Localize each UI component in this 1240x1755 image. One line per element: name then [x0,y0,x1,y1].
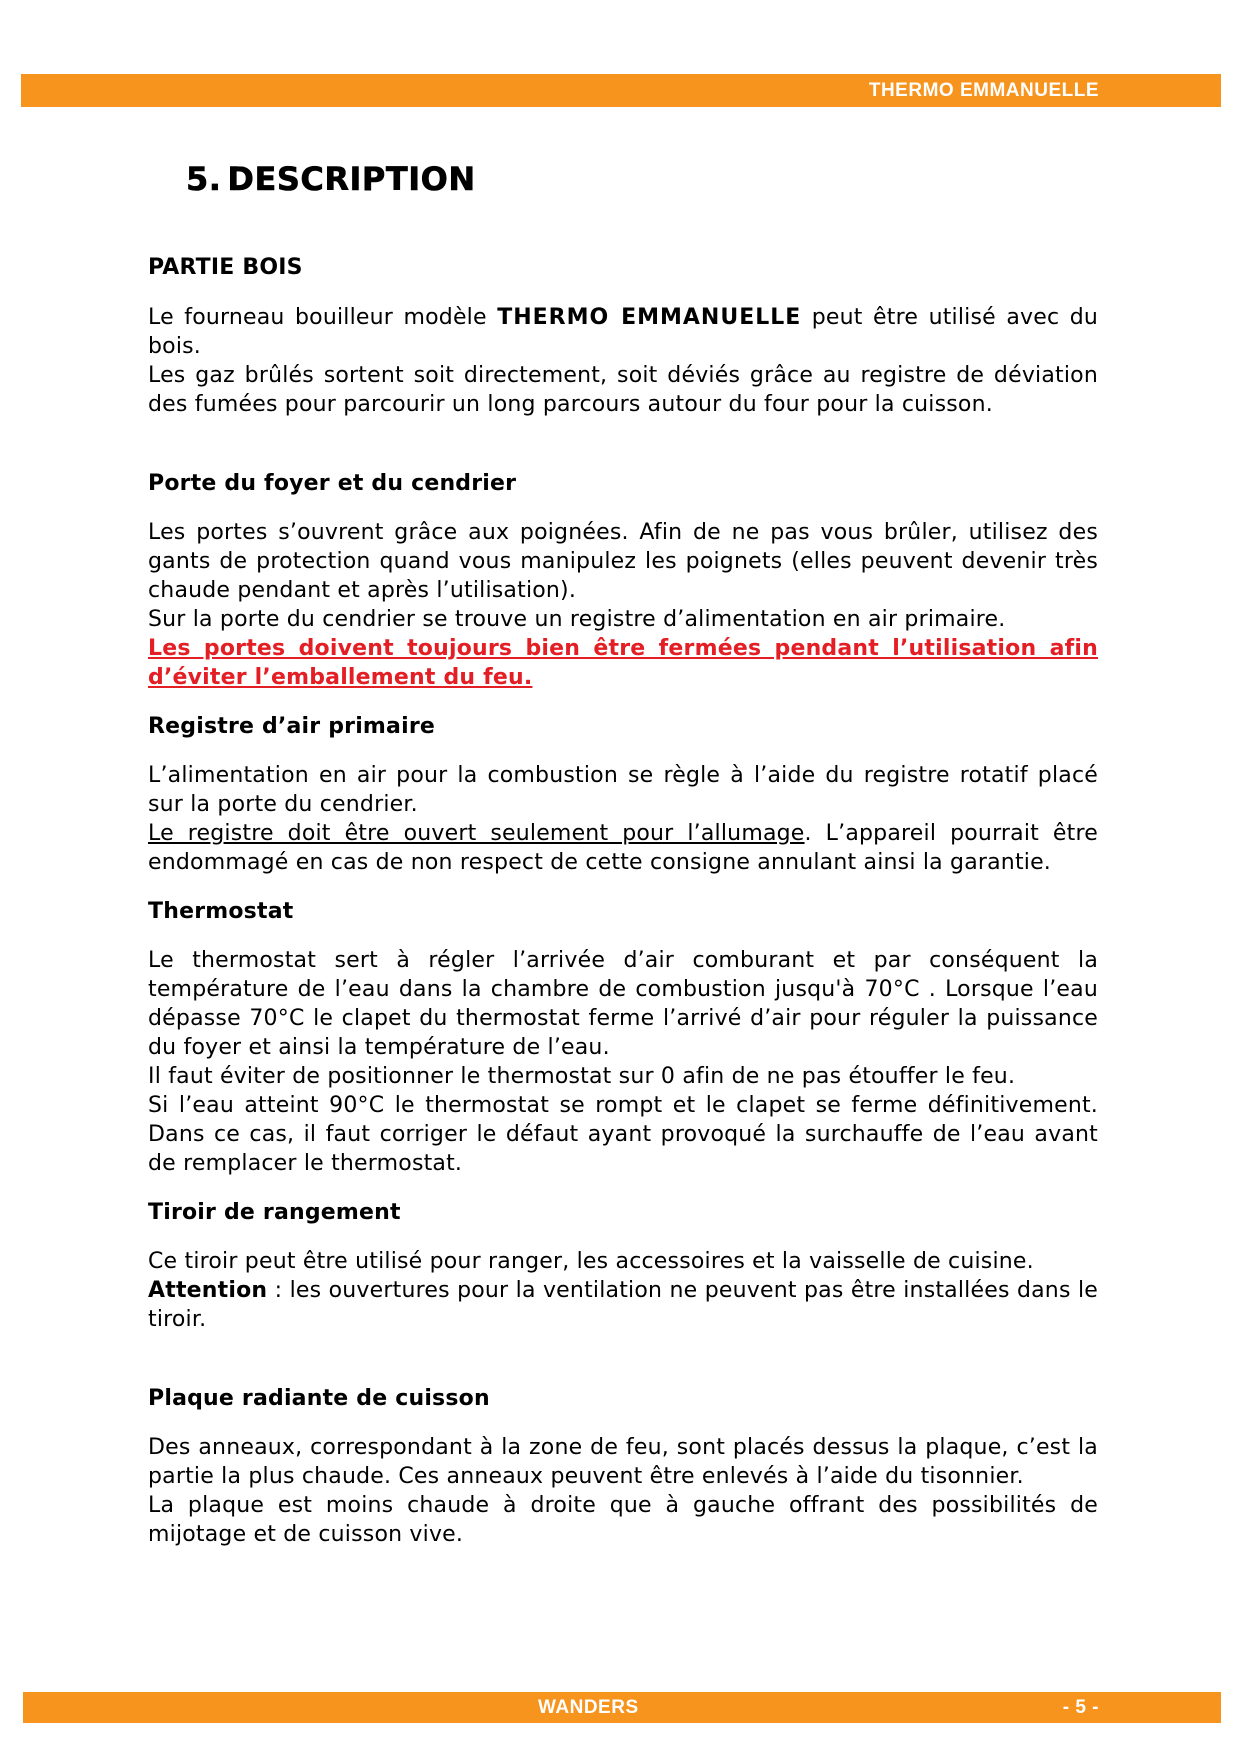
partie-bois-paragraph-2: Les gaz brûlés sortent soit directement, soit déviés grâce au registre de déviation des fumées pour parcourir un long parcours autour du four pour la cuisson. [148,363,1098,417]
tiroir-paragraph-2: Attention : les ouvertures pour la ventilation ne peuvent pas être installées dans le tiroir. [148,1278,1098,1332]
tiroir-paragraph-1: Ce tiroir peut être utilisé pour ranger, les accessoires et la vaisselle de cuisine. [148,1249,1034,1274]
header-band [21,74,1221,107]
plaque-paragraph-1: Des anneaux, correspondant à la zone de feu, sont placés dessus la plaque, c’est la partie la plus chaude. Ces anneaux peuvent être enlevés à l’aide du tisonnier. [148,1435,1098,1489]
section-number: 5. [186,160,222,198]
plaque-title: Plaque radiante de cuisson [148,1386,490,1411]
registre-title: Registre d’air primaire [148,714,436,739]
model-name: THERMO EMMANUELLE [497,305,802,330]
registre-paragraph-2: Le registre doit être ouvert seulement pour l’allumage. L’appareil pourrait être endommagé en cas de non respect de cette consigne annulant ainsi la garantie. [148,821,1098,875]
registre-underlined-note: Le registre doit être ouvert seulement pour l’allumage [148,821,805,846]
page-title [186,160,1098,198]
attention-label: Attention [148,1278,268,1303]
footer-brand: WANDERS [538,1697,639,1718]
partie-bois-paragraph-1: Le fourneau bouilleur modèle THERMO EMMANUELLE peut être utilisé avec du bois. [148,305,1099,359]
tiroir-title: Tiroir de rangement [148,1200,401,1225]
thermostat-paragraph-2: Il faut éviter de positionner le thermostat sur 0 afin de ne pas étouffer le feu. [148,1064,1016,1089]
plaque-paragraph-2: La plaque est moins chaude à droite que à gauche offrant des possibilités de mijotage et de cuisson vive. [148,1493,1098,1547]
section-heading: DESCRIPTION [227,160,476,198]
porte-title: Porte du foyer et du cendrier [148,471,517,496]
registre-paragraph-1: L’alimentation en air pour la combustion se règle à l’aide du registre rotatif placé sur la porte du cendrier. [148,763,1098,817]
porte-paragraph-2: Sur la porte du cendrier se trouve un registre d’alimentation en air primaire. [148,607,1006,632]
header-title: THERMO EMMANUELLE [868,80,1099,101]
page-number: - 5 - [1062,1697,1099,1718]
footer-band [23,1692,1221,1723]
partie-bois-title: PARTIE BOIS [148,255,303,280]
thermostat-paragraph-1: Le thermostat sert à régler l’arrivée d’air comburant et par conséquent la température de l’eau dans la chambre de combustion jusqu'à 70°C . Lorsque l’eau dépasse 70°C le clapet du thermostat ferme l’arrivé d’air pour réguler la puissance du foyer et ainsi la température de l’eau. [148,948,1098,1060]
porte-paragraph-1: Les portes s’ouvrent grâce aux poignées. Afin de ne pas vous brûler, utilisez des gants de protection quand vous manipulez les poignets (elles peuvent devenir très chaude pendant et après l’utilisation). [148,520,1098,603]
thermostat-paragraph-3: Si l’eau atteint 90°C le thermostat se rompt et le clapet se ferme définitivement. Dans ce cas, il faut corriger le défaut ayant provoqué la surchauffe de l’eau avant de remplacer le thermostat. [148,1093,1098,1176]
porte-warning: Les portes doivent toujours bien être fermées pendant l’utilisation afin d’éviter l’emballement du feu. [148,636,1098,690]
thermostat-title: Thermostat [148,899,294,924]
page-content [148,160,1098,1549]
